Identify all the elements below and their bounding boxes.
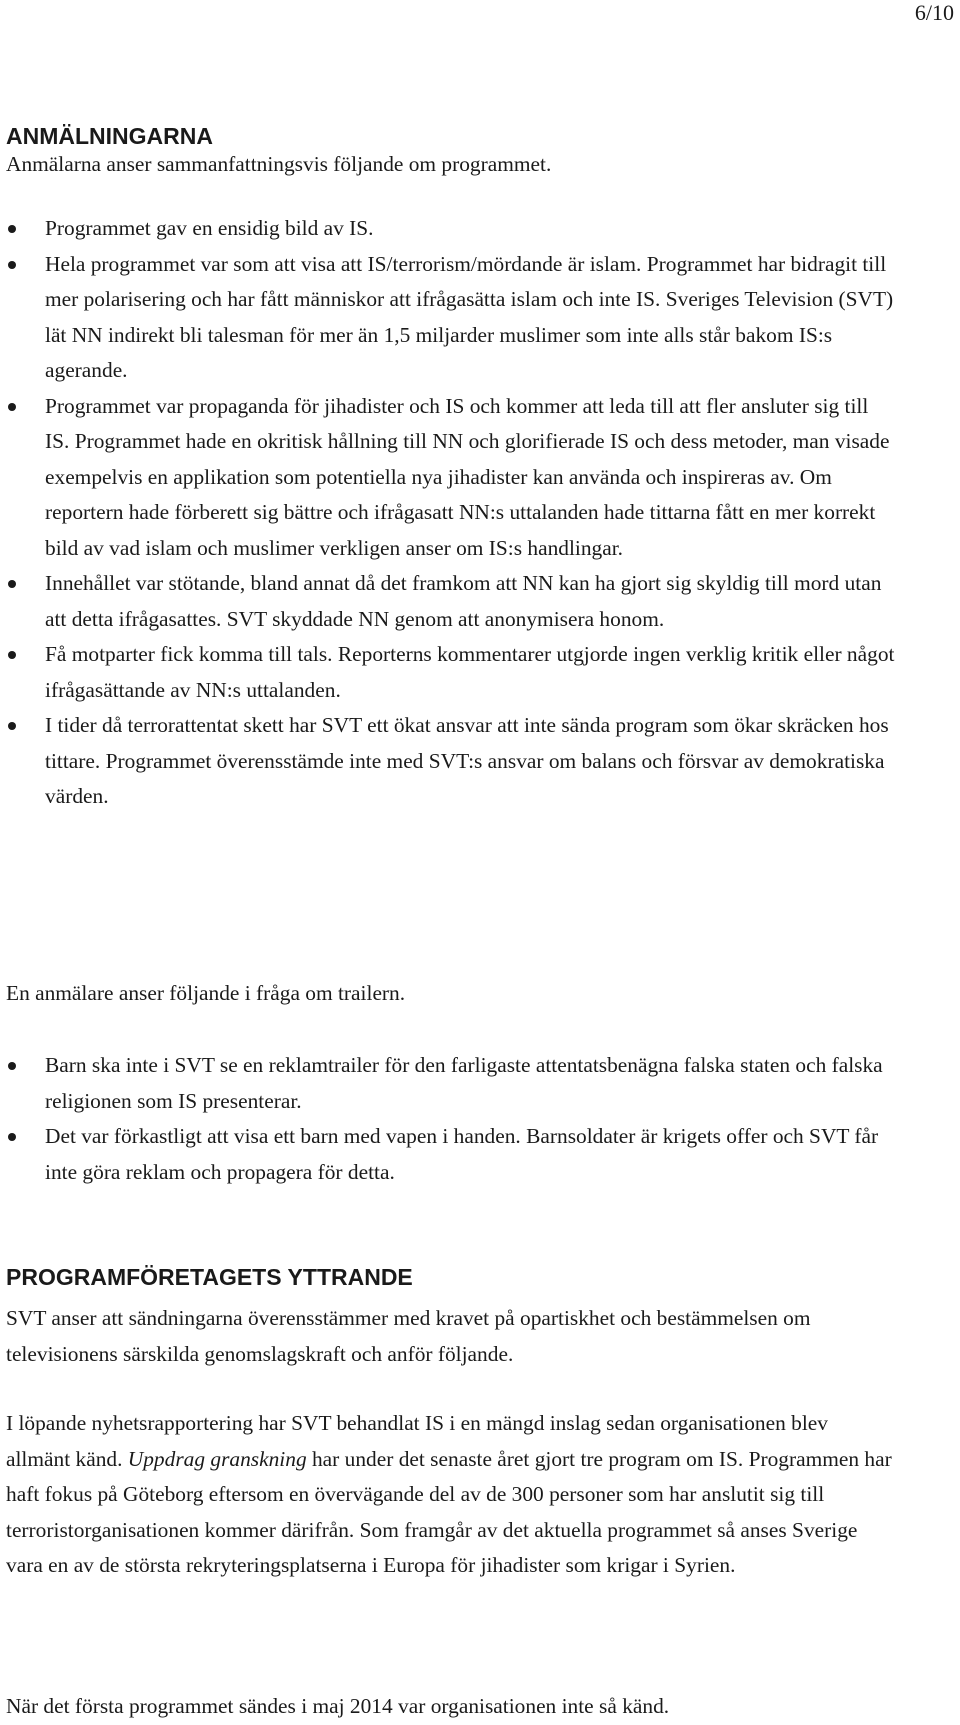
response-paragraph-3: När det första programmet sändes i maj 2014 var organisationen inte så känd. (6, 1694, 670, 1718)
bullet-icon (8, 225, 16, 233)
list-item: Programmet var propaganda för jihadister och IS och kommer att leda till att fler ansluter sig till IS. Programmet hade en okritisk hållning till NN och glorifierade IS och dess metoder, man visade exempelvis en applikation som potentiella nya jihadister kan använda och inspireras av. Om reportern hade förberett sig bättre och ifrågasatt NN:s uttalanden hade tittarna fått en mer korrekt bild av vad islam och muslimer verkligen anser om IS:s handlingar. (6, 389, 896, 567)
bullet-icon (8, 261, 16, 269)
section-intro: Anmälarna anser sammanfattningsvis följande om programmet. (6, 152, 552, 176)
list-item: Innehållet var stötande, bland annat då det framkom att NN kan ha gjort sig skyldig till mord utan att detta ifrågasattes. SVT skyddade NN genom att anonymisera honom. (6, 566, 896, 637)
section-heading-anmalningarna: ANMÄLNINGARNA (6, 123, 213, 149)
bullet-icon (8, 580, 16, 588)
list-item: I tider då terrorattentat skett har SVT ett ökat ansvar att inte sända program som ökar skräcken hos tittare. Programmet överensstämde inte med SVT:s ansvar om balans och försvar av demokratiska värden. (6, 708, 896, 815)
response-paragraph-2: I löpande nyhetsrapportering har SVT behandlat IS i en mängd inslag sedan organisationen blev allmänt känd. Uppdrag granskning har under det senaste året gjort tre program om IS. Programmen har haft fokus på Göteborg eftersom en övervägande del av de 300 personer som har anslutit sig till terroristorganisationen kommer därifrån. Som framgår av det aktuella programmet så anses Sverige vara en av de största rekryteringsplatserna i Europa för jihadister som krigar i Syrien. (6, 1411, 892, 1577)
trailer-complaints-list (6, 1048, 896, 1190)
list-item: Programmet gav en ensidig bild av IS. (6, 211, 896, 247)
complaints-list (6, 211, 896, 815)
list-item: Barn ska inte i SVT se en reklamtrailer för den farligaste attentatsbenägna falska staten och falska religionen som IS presenterar. (6, 1048, 896, 1119)
trailer-intro: En anmälare anser följande i fråga om trailern. (6, 981, 406, 1005)
bullet-icon (8, 722, 16, 730)
response-paragraph-1: SVT anser att sändningarna överensstämmer med kravet på opartiskhet och bestämmelsen om televisionens särskilda genomslagskraft och anför följande. (6, 1306, 811, 1366)
bullet-icon (8, 1062, 16, 1070)
bullet-icon (8, 651, 16, 659)
page-number: 6/10 (914, 0, 954, 25)
program-title: Uppdrag granskning (127, 1446, 307, 1471)
section-heading-yttrande: PROGRAMFÖRETAGETS YTTRANDE (6, 1264, 413, 1290)
bullet-icon (8, 403, 16, 411)
bullet-icon (8, 1133, 16, 1141)
list-item: Få motparter fick komma till tals. Reporterns kommentarer utgjorde ingen verklig kritik eller något ifrågasättande av NN:s uttalanden. (6, 637, 896, 708)
list-item: Det var förkastligt att visa ett barn med vapen i handen. Barnsoldater är krigets offer och SVT får inte göra reklam och propagera för detta. (6, 1119, 896, 1190)
list-item: Hela programmet var som att visa att IS/terrorism/mördande är islam. Programmet har bidragit till mer polarisering och har fått människor att ifrågasätta islam och inte IS. Sveriges Television (SVT) lät NN indirekt bli talesman för mer än 1,5 miljarder muslimer som inte alls står bakom IS:s agerande. (6, 247, 896, 389)
